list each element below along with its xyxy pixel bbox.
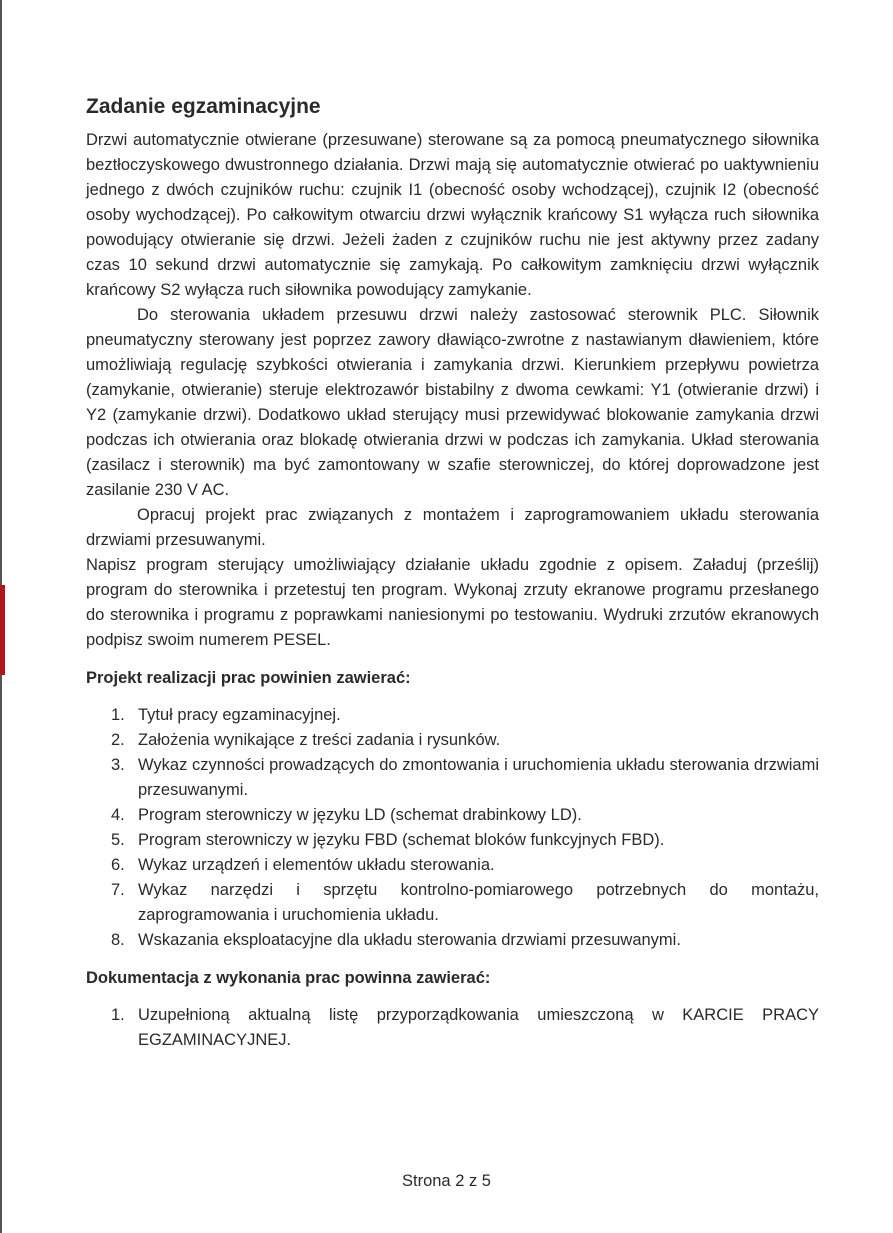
paragraph-project-instruction: Opracuj projekt prac związanych z montażem i zaprogramowaniem układu sterowania drzwiami przesuwanymi. xyxy=(86,506,819,549)
list-item xyxy=(111,1003,819,1053)
list-item-text: Wskazania eksploatacyjne dla układu sterowania drzwiami przesuwanymi. xyxy=(138,931,681,949)
document-title: Zadanie egzaminacyjne xyxy=(86,95,321,118)
list-item xyxy=(111,853,819,878)
document-page xyxy=(86,92,819,1053)
list-item-text: Wykaz czynności prowadzących do zmontowania i uruchomienia układu sterowania drzwiami przesuwanymi. xyxy=(138,756,819,799)
list-item-number: 6. xyxy=(111,856,125,874)
list-item xyxy=(111,703,819,728)
list-item-text: Wykaz narzędzi i sprzętu kontrolno-pomiarowego potrzebnych do montażu, zaprogramowania i uruchomienia układu. xyxy=(138,881,819,924)
paragraph-task-description: Drzwi automatycznie otwierane (przesuwane) sterowane są za pomocą pneumatycznego siłownika beztłoczyskowego dwustronnego działania. Drzwi mają się automatycznie otwierać po uaktywnieniu jednego z dwóch czujników ruchu: czujnik I1 (obecność osoby wchodzącej), czujnik I2 (obecność osoby wychodzącej). Po całkowitym otwarciu drzwi wyłącznik krańcowy S1 wyłącza ruch siłownika powodujący otwieranie się drzwi. Jeżeli żaden z czujników ruchu nie jest aktywny przez zadany czas 10 sekund drzwi automatycznie się zamykają. Po całkowitym zamknięciu drzwi wyłącznik krańcowy S2 wyłącza ruch siłownika powodujący zamykanie. xyxy=(86,131,819,299)
list-item xyxy=(111,878,819,928)
list-item-text: Wykaz urządzeń i elementów układu sterowania. xyxy=(138,856,495,874)
list-item-number: 7. xyxy=(111,881,125,899)
documentation-section-heading: Dokumentacja z wykonania prac powinna zawierać: xyxy=(86,969,491,987)
scan-margin-mark xyxy=(0,585,5,675)
list-item xyxy=(111,753,819,803)
documentation-requirements-list xyxy=(86,1003,819,1053)
project-requirements-list xyxy=(86,703,819,953)
list-item-number: 4. xyxy=(111,806,125,824)
list-item xyxy=(111,928,819,953)
list-item-text: Założenia wynikające z treści zadania i rysunków. xyxy=(138,731,501,749)
project-section-heading: Projekt realizacji prac powinien zawierać: xyxy=(86,669,411,687)
list-item xyxy=(111,728,819,753)
list-item-number: 5. xyxy=(111,831,125,849)
list-item-number: 1. xyxy=(111,706,125,724)
list-item-text: Tytuł pracy egzaminacyjnej. xyxy=(138,706,341,724)
list-item-number: 2. xyxy=(111,731,125,749)
list-item-text: Program sterowniczy w języku FBD (schemat bloków funkcyjnych FBD). xyxy=(138,831,665,849)
list-item-number: 3. xyxy=(111,756,125,774)
page-number: Strona 2 z 5 xyxy=(402,1172,491,1190)
list-item-text: Uzupełnioną aktualną listę przyporządkowania umieszczoną w KARCIE PRACY EGZAMINACYJNEJ. xyxy=(138,1006,819,1049)
list-item-number: 8. xyxy=(111,931,125,949)
list-item-text: Program sterowniczy w języku LD (schemat drabinkowy LD). xyxy=(138,806,582,824)
list-item xyxy=(111,828,819,853)
paragraph-plc-control: Do sterowania układem przesuwu drzwi należy zastosować sterownik PLC. Siłownik pneumatyczny sterowany jest poprzez zawory dławiąco-zwrotne z nastawianym dławieniem, które umożliwiają regulację szybkości otwierania i zamykania drzwi. Kierunkiem przepływu powietrza (zamykanie, otwieranie) steruje elektrozawór bistabilny z dwoma cewkami: Y1 (otwieranie drzwi) i Y2 (zamykanie drzwi). Dodatkowo układ sterujący musi przewidywać blokowanie zamykania drzwi podczas ich otwierania oraz blokadę otwierania drzwi w podczas ich zamykania. Układ sterowania (zasilacz i sterownik) ma być zamontowany w szafie sterowniczej, do której doprowadzone jest zasilanie 230 V AC. xyxy=(86,306,819,499)
paragraph-program-instruction: Napisz program sterujący umożliwiający działanie układu zgodnie z opisem. Załaduj (prześlij) program do sterownika i przetestuj ten program. Wykonaj zrzuty ekranowe programu przesłanego do sterownika i programu z poprawkami naniesionymi po testowaniu. Wydruki zrzutów ekranowych podpisz swoim numerem PESEL. xyxy=(86,556,819,649)
list-item xyxy=(111,803,819,828)
list-item-number: 1. xyxy=(111,1006,125,1024)
